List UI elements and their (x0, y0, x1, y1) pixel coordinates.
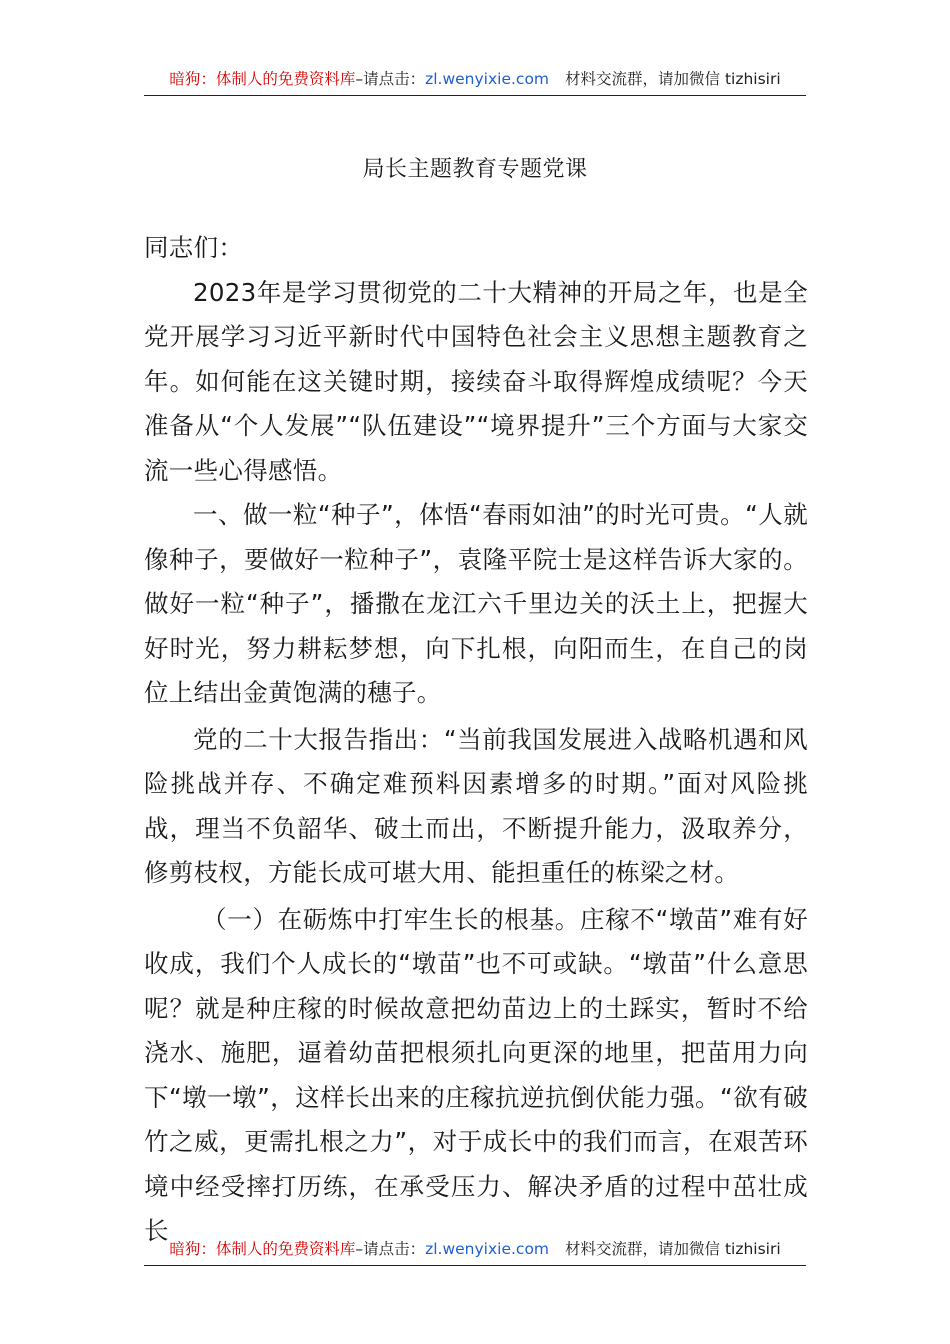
header-brand-text: 暗狗：体制人的免费资料库 (169, 70, 356, 88)
footer-click-prompt: –请点击： (355, 1240, 426, 1258)
header-banner (144, 66, 806, 96)
header-url-link[interactable]: zl.wenyixie.com (425, 70, 550, 88)
footer-banner (144, 1236, 806, 1266)
paragraph-section-one: 一、做一粒“种子”，体悟“春雨如油”的时光可贵。“人就像种子，要做好一粒种子”，袁隆平院士是这样告诉大家的。做好一粒“种子”，播撒在龙江六千里边关的沃土上，把握大好时光，努力耕耘梦想，向下扎根，向阳而生，在自己的岗位上结出金黄饱满的穗子。 (144, 500, 808, 707)
document-title: 局长主题教育专题党课 (362, 157, 588, 182)
salutation: 同志们： (144, 233, 244, 262)
document-body (144, 226, 808, 1254)
paragraph-subsection-one: （一）在砺炼中打牢生长的根基。庄稼不“墩苗”难有好收成，我们个人成长的“墩苗”也不可或缺。“墩苗”什么意思呢？就是种庄稼的时候故意把幼苗边上的土踩实，暂时不给浇水、施肥，逼着幼苗把根须扎向更深的地里，把苗用力向下“墩一墩”，这样长出来的庄稼抗逆抗倒伏能力强。“欲有破竹之威，更需扎根之力”，对于成长中的我们而言，在艰苦环境中经受摔打历练，在承受压力、解决矛盾的过程中茁壮成长 (144, 904, 808, 1245)
header-click-prompt: –请点击： (355, 70, 426, 88)
paragraph-report-quote: 党的二十大报告指出：“当前我国发展进入战略机遇和风险挑战并存、不确定难预料因素增多的时期。”面对风险挑战，理当不负韶华、破土而出，不断提升能力，汲取养分，修剪枝杈，方能长成可堪大用、能担重任的栋梁之材。 (144, 724, 808, 887)
footer-group-note: 材料交流群，请加微信 tizhisiri (565, 1240, 781, 1258)
footer-url-link[interactable]: zl.wenyixie.com (425, 1240, 550, 1258)
header-group-note: 材料交流群，请加微信 tizhisiri (565, 70, 781, 88)
footer-brand-text: 暗狗：体制人的免费资料库 (169, 1240, 356, 1258)
paragraph-intro: 2023年是学习贯彻党的二十大精神的开局之年，也是全党开展学习习近平新时代中国特色社会主义思想主题教育之年。如何能在这关键时期，接续奋斗取得辉煌成绩呢？今天准备从“个人发展”“队伍建设”“境界提升”三个方面与大家交流一些心得感悟。 (144, 277, 808, 485)
